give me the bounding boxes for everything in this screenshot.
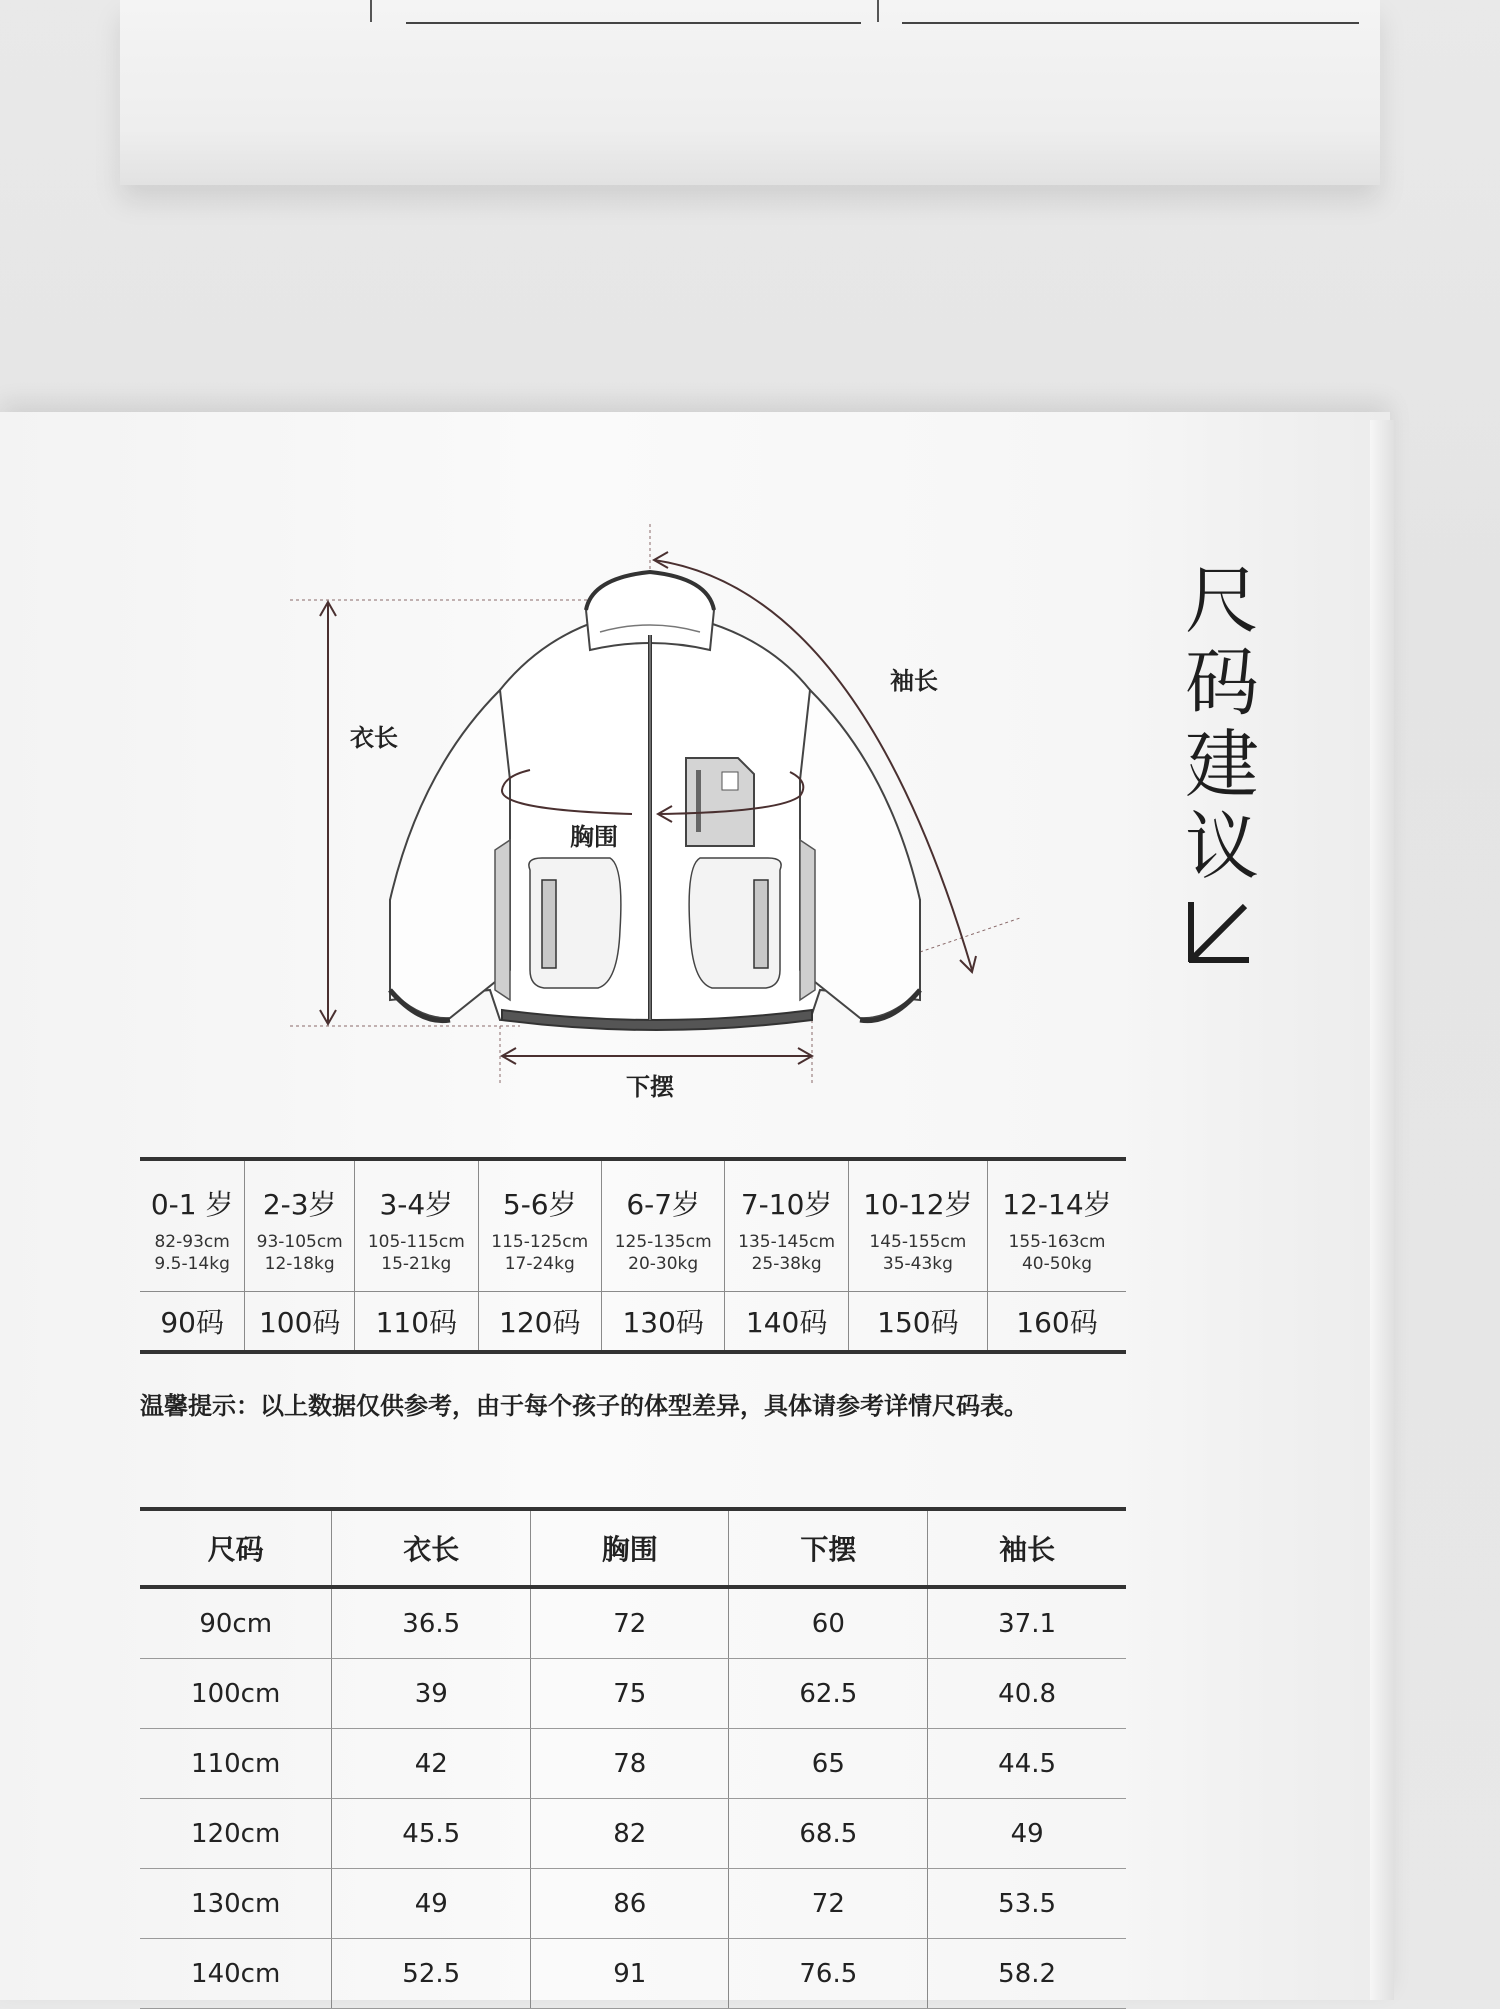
- table-cell: 140cm: [140, 1939, 332, 2009]
- table-cell: 58.2: [928, 1939, 1126, 2009]
- size-code-cell: 150码: [848, 1292, 987, 1353]
- size-code-cell: 90码: [140, 1292, 245, 1353]
- jacket-measurement-diagram: [280, 520, 1040, 1120]
- table-cell: 100cm: [140, 1659, 332, 1729]
- table-cell: 44.5: [928, 1729, 1126, 1799]
- title-char: 码: [1185, 640, 1259, 726]
- size-code-cell: 120码: [478, 1292, 601, 1353]
- table-cell: 40.8: [928, 1659, 1126, 1729]
- table-cell: 82: [531, 1799, 729, 1869]
- table-cell: 45.5: [332, 1799, 531, 1869]
- column-header: 下摆: [729, 1509, 928, 1587]
- column-header: 胸围: [531, 1509, 729, 1587]
- jacket-illustration: [390, 572, 920, 1030]
- table-cell: 86: [531, 1869, 729, 1939]
- title-char: 建: [1185, 722, 1259, 808]
- weight-cell: 35-43kg: [848, 1253, 987, 1292]
- age-cell: 2-3岁: [245, 1159, 355, 1223]
- age-cell: 0-1 岁: [150, 1188, 234, 1221]
- column-header: 衣长: [332, 1509, 531, 1587]
- size-code-cell: 130码: [601, 1292, 724, 1353]
- table-header-row: [140, 1509, 1126, 1587]
- table-cell: 110cm: [140, 1729, 332, 1799]
- title-char: 议: [1185, 804, 1259, 890]
- height-cell: 125-135cm: [601, 1223, 724, 1253]
- hem-label: 下摆: [626, 1073, 674, 1101]
- height-cell: 105-115cm: [355, 1223, 478, 1253]
- size-code-cell: 110码: [355, 1292, 478, 1353]
- table-cell: 75: [531, 1659, 729, 1729]
- age-cell: 10-12岁: [848, 1159, 987, 1223]
- height-row: [140, 1223, 1126, 1253]
- weight-cell: 15-21kg: [355, 1253, 478, 1292]
- table-cell: 60: [729, 1587, 928, 1659]
- size-code-cell: 100码: [245, 1292, 355, 1353]
- table-row: [140, 1729, 1126, 1799]
- table-row: [140, 1659, 1126, 1729]
- divider-line: [877, 0, 879, 22]
- table-cell: 65: [729, 1729, 928, 1799]
- paper-edge: [1370, 420, 1394, 2000]
- weight-cell: 17-24kg: [478, 1253, 601, 1292]
- table-cell: 68.5: [729, 1799, 928, 1869]
- table-cell: 52.5: [332, 1939, 531, 2009]
- length-label: 衣长: [350, 724, 398, 752]
- top-paper-sheet: [120, 0, 1380, 185]
- weight-row: [140, 1253, 1126, 1292]
- divider-line: [406, 22, 861, 24]
- height-cell: 115-125cm: [478, 1223, 601, 1253]
- height-cell: 155-163cm: [987, 1223, 1126, 1253]
- column-header: 尺码: [140, 1509, 332, 1587]
- size-tip-note: 温馨提示：以上数据仅供参考，由于每个孩子的体型差异，具体请参考详情尺码表。: [140, 1392, 1028, 1420]
- divider-line: [370, 0, 372, 22]
- arrow-down-left-icon: [1185, 898, 1255, 984]
- table-row: [140, 1587, 1126, 1659]
- table-cell: 78: [531, 1729, 729, 1799]
- age-cell: 6-7岁: [601, 1159, 724, 1223]
- weight-cell: 25-38kg: [725, 1253, 848, 1292]
- weight-cell: 9.5-14kg: [154, 1254, 230, 1274]
- table-cell: 72: [729, 1869, 928, 1939]
- height-cell: 135-145cm: [725, 1223, 848, 1253]
- size-code-row: [140, 1292, 1126, 1353]
- table-cell: 62.5: [729, 1659, 928, 1729]
- size-code-cell: 140码: [725, 1292, 848, 1353]
- height-cell: 145-155cm: [848, 1223, 987, 1253]
- table-cell: 49: [332, 1869, 531, 1939]
- vertical-title: [1185, 558, 1259, 984]
- chest-label: 胸围: [570, 823, 618, 851]
- table-row: [140, 1869, 1126, 1939]
- table-cell: 37.1: [928, 1587, 1126, 1659]
- table-row: [140, 1799, 1126, 1869]
- age-row: [140, 1159, 1126, 1223]
- sleeve-label: 袖长: [890, 667, 938, 695]
- divider-line: [902, 22, 1359, 24]
- weight-cell: 40-50kg: [987, 1253, 1126, 1292]
- weight-cell: 20-30kg: [601, 1253, 724, 1292]
- table-cell: 42: [332, 1729, 531, 1799]
- table-cell: 76.5: [729, 1939, 928, 2009]
- age-cell: 3-4岁: [355, 1159, 478, 1223]
- age-cell: 5-6岁: [478, 1159, 601, 1223]
- table-row: [140, 1939, 1126, 2009]
- table-cell: 72: [531, 1587, 729, 1659]
- column-header: 袖长: [928, 1509, 1126, 1587]
- table-cell: 53.5: [928, 1869, 1126, 1939]
- age-cell: 7-10岁: [725, 1159, 848, 1223]
- height-cell: 93-105cm: [245, 1223, 355, 1253]
- measurement-table: [140, 1507, 1126, 2009]
- table-cell: 39: [332, 1659, 531, 1729]
- table-cell: 36.5: [332, 1587, 531, 1659]
- table-cell: 130cm: [140, 1869, 332, 1939]
- weight-cell: 12-18kg: [245, 1253, 355, 1292]
- title-char: 尺: [1185, 558, 1259, 644]
- table-cell: 90cm: [140, 1587, 332, 1659]
- height-cell: 82-93cm: [154, 1232, 230, 1252]
- table-cell: 49: [928, 1799, 1126, 1869]
- size-code-cell: 160码: [987, 1292, 1126, 1353]
- table-cell: 91: [531, 1939, 729, 2009]
- age-cell: 12-14岁: [987, 1159, 1126, 1223]
- table-cell: 120cm: [140, 1799, 332, 1869]
- age-size-table: [140, 1157, 1126, 1354]
